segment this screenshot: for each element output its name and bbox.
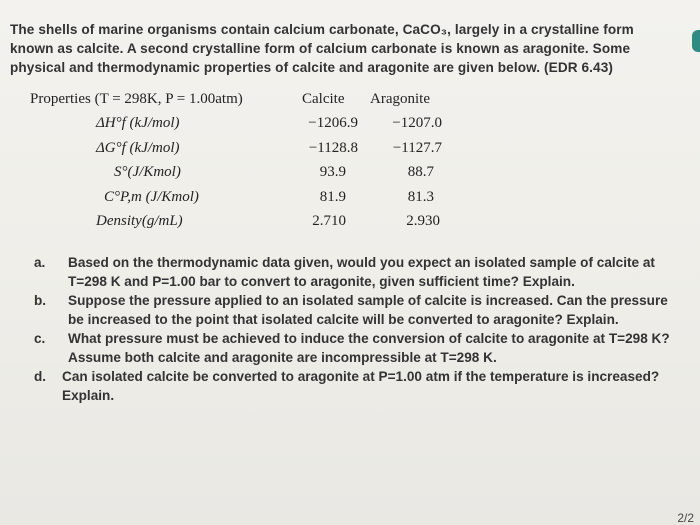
table-row [30, 189, 450, 214]
row-calcite-value: 2.710 [312, 213, 346, 229]
row-aragonite-value: 2.930 [406, 213, 440, 229]
intro-line: known as calcite. A second crystalline form of calcium carbonate is known as aragonite. Some [10, 41, 631, 56]
question-text: Based on the thermodynamic data given, would you expect an isolated sample of calcite at T=298 K and P=1.00 bar to convert to aragonite, given sufficient time? Explain. [68, 255, 655, 289]
question-letter: c. [34, 331, 46, 346]
question-letter: b. [34, 293, 47, 308]
intro-paragraph [10, 20, 690, 77]
header-aragonite: Aragonite [370, 91, 430, 107]
row-property: ΔG°f (kJ/mol) [96, 139, 180, 156]
intro-line: The shells of marine organisms contain calcium carbonate, CaCO₃, largely in a crystalline form [10, 22, 634, 37]
page-number: 2/2 [677, 511, 694, 525]
question-text: Suppose the pressure applied to an isolated sample of calcite is increased. Can the pressure be increased to the point that isolated calcite will be converted to aragonite? Explain. [68, 293, 668, 327]
row-calcite-value: −1206.9 [308, 115, 358, 131]
row-calcite-value: 81.9 [319, 188, 346, 205]
question-list [20, 253, 680, 405]
row-aragonite-value: −1127.7 [392, 139, 442, 156]
row-property: S°(J/Kmol) [114, 164, 181, 180]
question-item [20, 253, 680, 291]
table-row [30, 164, 450, 189]
row-calcite-value: 93.9 [319, 164, 346, 180]
question-letter: a. [34, 255, 46, 270]
question-letter: d. [34, 369, 47, 384]
table-row [30, 115, 450, 140]
question-text: What pressure must be achieved to induce the conversion of calcite to aragonite at T=298 K? Assume both calcite and aragonite are incompressible at T=298 K. [68, 331, 670, 365]
table-header [30, 91, 450, 115]
row-property: ΔH°f (kJ/mol) [96, 115, 180, 131]
intro-line: physical and thermodynamic properties of calcite and aragonite are given below. (EDR 6.43) [10, 60, 614, 75]
question-item [20, 291, 680, 329]
row-property: Density(g/mL) [96, 213, 183, 229]
header-properties: Properties (T = 298K, P = 1.00atm) [30, 91, 243, 107]
table-row [30, 213, 450, 238]
question-item [20, 329, 680, 367]
table-row [30, 140, 450, 165]
properties-table [30, 91, 450, 238]
row-calcite-value: −1128.8 [308, 139, 358, 156]
row-aragonite-value: −1207.0 [392, 115, 442, 131]
question-item [20, 367, 680, 405]
question-text: Can isolated calcite be converted to aragonite at P=1.00 atm if the temperature is increased? Explain. [62, 369, 660, 403]
row-aragonite-value: 81.3 [407, 188, 434, 205]
header-calcite: Calcite [302, 91, 345, 107]
row-property: C°P,m (J/Kmol) [104, 188, 199, 205]
page-edge-tab [692, 30, 700, 52]
row-aragonite-value: 88.7 [407, 164, 434, 180]
